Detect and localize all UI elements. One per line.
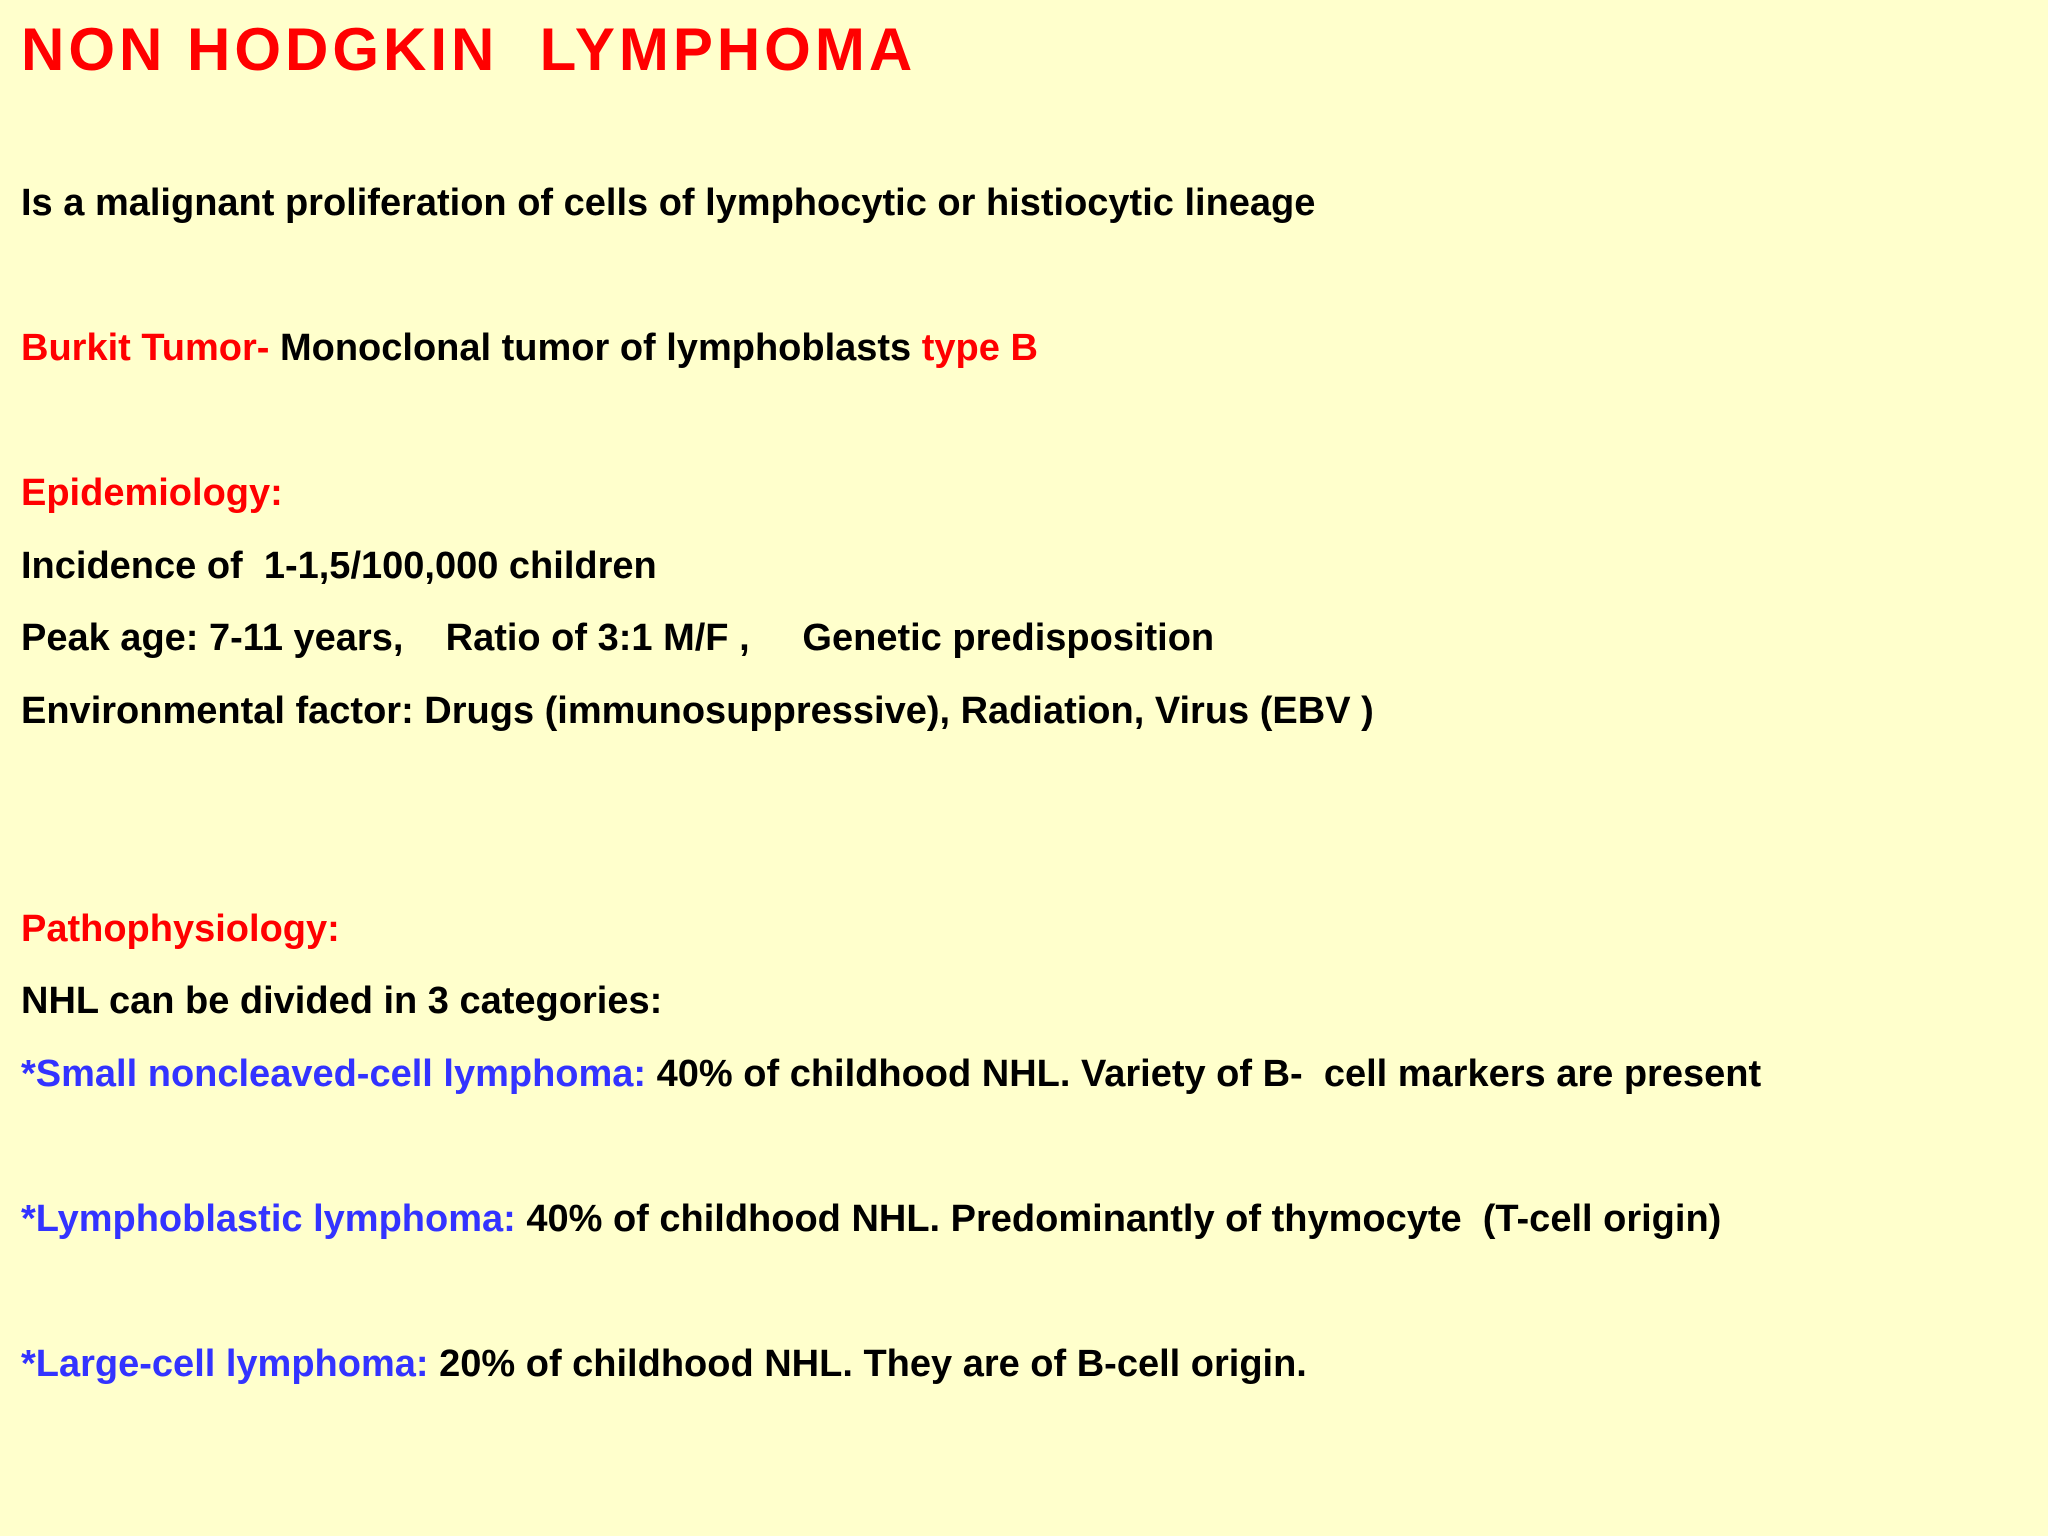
category-label: *Small noncleaved-cell lymphoma:: [21, 1053, 647, 1095]
slide-title: NON HODGKIN LYMPHOMA: [21, 16, 917, 83]
category-label: *Lymphoblastic lymphoma:: [21, 1198, 516, 1240]
epidemiology-environment: Environmental factor: Drugs (immunosuppressive), Radiation, Virus (EBV ): [21, 690, 1374, 732]
category-lymphoblastic: [21, 1196, 1721, 1242]
epidemiology-peak: Peak age: 7-11 years, Ratio of 3:1 M/F , Genetic predisposition: [21, 617, 1215, 659]
burkit-text: Monoclonal tumor of lymphoblasts: [269, 327, 922, 369]
burkit-line: [21, 325, 1038, 371]
category-label: *Large-cell lymphoma:: [21, 1343, 429, 1385]
epidemiology-heading: Epidemiology:: [21, 472, 283, 514]
pathophysiology-heading: Pathophysiology:: [21, 908, 340, 950]
epidemiology-incidence: Incidence of 1-1,5/100,000 children: [21, 545, 657, 587]
pathophysiology-intro: NHL can be divided in 3 categories:: [21, 980, 663, 1022]
category-text: 40% of childhood NHL. Predominantly of thymocyte (T-cell origin): [515, 1198, 1722, 1240]
category-text: 20% of childhood NHL. They are of B-cell origin.: [428, 1343, 1307, 1385]
category-large-cell: [21, 1341, 1307, 1387]
definition-text: Is a malignant proliferation of cells of lymphocytic or histiocytic lineage: [21, 182, 1316, 224]
burkit-label: Burkit Tumor-: [21, 327, 270, 369]
category-text: 40% of childhood NHL. Variety of B- cell markers are present: [646, 1053, 1762, 1095]
category-small-noncleaved: [21, 1051, 1761, 1097]
burkit-type: type B: [921, 327, 1038, 369]
